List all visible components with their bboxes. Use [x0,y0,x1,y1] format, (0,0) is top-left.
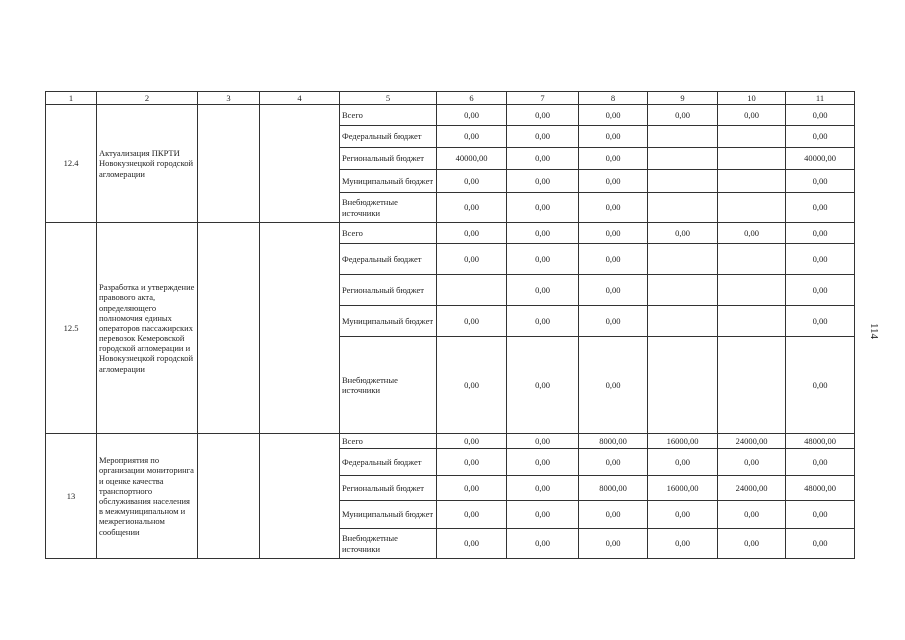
value-cell: 0,00 [437,501,507,529]
column-4-cell [260,223,340,434]
value-cell: 0,00 [507,337,579,434]
value-cell: 24000,00 [718,476,786,501]
value-cell: 0,00 [579,223,648,244]
item-name: Актуализация ПКРТИ Новокузнецкой городской агломерации [97,105,198,223]
funding-source: Внебюджетные источники [340,529,437,559]
item-number: 13 [46,434,97,559]
value-cell: 16000,00 [648,434,718,449]
item-number: 12.4 [46,105,97,223]
value-cell: 0,00 [507,170,579,193]
value-cell: 0,00 [437,223,507,244]
value-cell: 0,00 [437,244,507,275]
column-header: 3 [198,92,260,105]
value-cell: 0,00 [579,170,648,193]
value-cell [648,193,718,223]
value-cell: 0,00 [437,105,507,126]
item-name: Разработка и утверждение правового акта, определяющего полномочия единых операторов пассажирских перевозок Кемеровской городской агломерации и Новокузнецкой городской агломерации [97,223,198,434]
value-cell: 0,00 [786,337,855,434]
value-cell: 0,00 [786,529,855,559]
column-header: 4 [260,92,340,105]
column-3-cell [198,223,260,434]
column-header: 2 [97,92,198,105]
funding-source: Региональный бюджет [340,275,437,306]
value-cell: 0,00 [507,275,579,306]
funding-source: Региональный бюджет [340,476,437,501]
value-cell [718,170,786,193]
column-header: 5 [340,92,437,105]
value-cell [718,275,786,306]
column-3-cell [198,434,260,559]
funding-source: Всего [340,434,437,449]
table-body [46,92,855,559]
value-cell: 40000,00 [437,148,507,170]
column-header: 6 [437,92,507,105]
value-cell: 0,00 [786,170,855,193]
value-cell [718,126,786,148]
value-cell: 0,00 [786,449,855,476]
value-cell: 0,00 [648,501,718,529]
value-cell: 0,00 [579,275,648,306]
table-row [46,105,855,126]
value-cell: 48000,00 [786,476,855,501]
funding-source: Всего [340,223,437,244]
funding-source: Региональный бюджет [340,148,437,170]
value-cell [648,170,718,193]
value-cell: 0,00 [579,449,648,476]
value-cell: 0,00 [786,193,855,223]
value-cell: 24000,00 [718,434,786,449]
column-header: 9 [648,92,718,105]
value-cell: 0,00 [579,244,648,275]
value-cell: 0,00 [507,105,579,126]
table-row [46,434,855,449]
value-cell: 48000,00 [786,434,855,449]
value-cell [718,337,786,434]
value-cell [648,148,718,170]
value-cell: 0,00 [507,501,579,529]
value-cell: 0,00 [507,148,579,170]
value-cell: 0,00 [437,529,507,559]
funding-source: Всего [340,105,437,126]
value-cell [648,275,718,306]
value-cell [648,126,718,148]
item-number: 12.5 [46,223,97,434]
header-row [46,92,855,105]
value-cell: 0,00 [437,337,507,434]
funding-source: Федеральный бюджет [340,244,437,275]
value-cell: 0,00 [437,476,507,501]
value-cell: 0,00 [648,223,718,244]
column-header: 1 [46,92,97,105]
value-cell [718,193,786,223]
value-cell [718,244,786,275]
value-cell: 0,00 [718,223,786,244]
value-cell: 0,00 [507,306,579,337]
column-header: 7 [507,92,579,105]
value-cell: 0,00 [648,529,718,559]
value-cell: 0,00 [718,529,786,559]
value-cell: 0,00 [579,501,648,529]
value-cell: 0,00 [579,337,648,434]
value-cell: 0,00 [718,449,786,476]
column-4-cell [260,434,340,559]
funding-source: Муниципальный бюджет [340,306,437,337]
value-cell: 0,00 [437,193,507,223]
value-cell: 40000,00 [786,148,855,170]
value-cell: 0,00 [786,223,855,244]
column-3-cell [198,105,260,223]
value-cell: 0,00 [507,223,579,244]
value-cell: 0,00 [507,434,579,449]
value-cell: 16000,00 [648,476,718,501]
value-cell: 0,00 [579,529,648,559]
funding-source: Муниципальный бюджет [340,170,437,193]
funding-source: Внебюджетные источники [340,337,437,434]
value-cell: 0,00 [786,244,855,275]
value-cell: 0,00 [437,170,507,193]
value-cell: 0,00 [579,306,648,337]
value-cell: 0,00 [718,501,786,529]
value-cell: 0,00 [786,275,855,306]
value-cell: 8000,00 [579,434,648,449]
value-cell: 0,00 [437,306,507,337]
column-header: 8 [579,92,648,105]
value-cell [648,244,718,275]
value-cell: 0,00 [786,105,855,126]
funding-source: Федеральный бюджет [340,449,437,476]
value-cell: 0,00 [437,126,507,148]
value-cell: 0,00 [579,105,648,126]
funding-source: Муниципальный бюджет [340,501,437,529]
page-number: 114 [868,322,881,340]
value-cell: 0,00 [786,501,855,529]
value-cell: 0,00 [507,476,579,501]
table-row [46,223,855,244]
value-cell [437,275,507,306]
value-cell: 0,00 [437,434,507,449]
value-cell: 8000,00 [579,476,648,501]
value-cell: 0,00 [437,449,507,476]
value-cell [648,306,718,337]
value-cell: 0,00 [579,193,648,223]
value-cell [718,306,786,337]
budget-table [45,91,855,559]
value-cell: 0,00 [648,105,718,126]
funding-source: Внебюджетные источники [340,193,437,223]
value-cell [648,337,718,434]
value-cell [718,148,786,170]
funding-source: Федеральный бюджет [340,126,437,148]
value-cell: 0,00 [507,126,579,148]
value-cell: 0,00 [507,244,579,275]
value-cell: 0,00 [648,449,718,476]
column-4-cell [260,105,340,223]
value-cell: 0,00 [579,148,648,170]
column-header: 11 [786,92,855,105]
value-cell: 0,00 [786,126,855,148]
value-cell: 0,00 [507,193,579,223]
value-cell: 0,00 [507,449,579,476]
item-name: Мероприятия по организации мониторинга и оценке качества транспортного обслуживания населения в межмуниципальном и межрегиональном сообщении [97,434,198,559]
value-cell: 0,00 [507,529,579,559]
value-cell: 0,00 [579,126,648,148]
value-cell: 0,00 [786,306,855,337]
value-cell: 0,00 [718,105,786,126]
column-header: 10 [718,92,786,105]
